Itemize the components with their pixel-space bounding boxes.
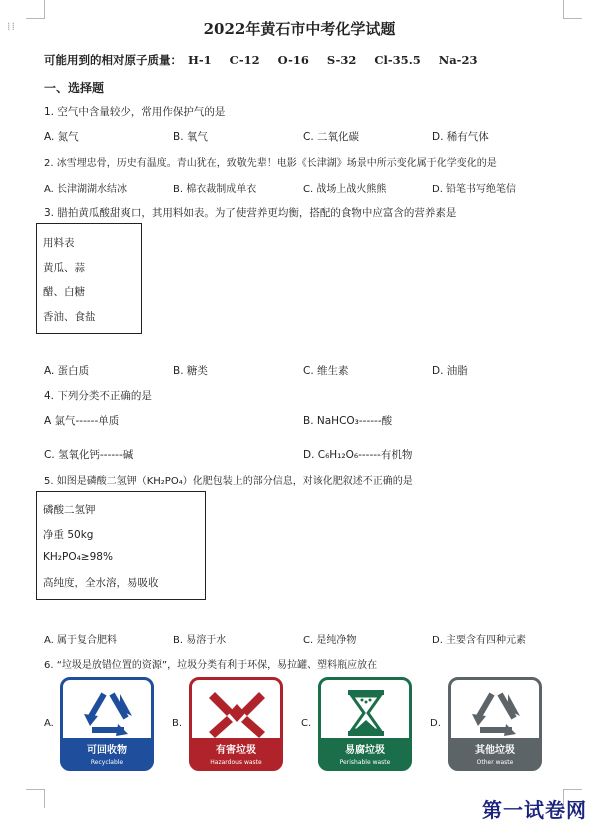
q4-option-a[interactable]: A 氯气------单质 bbox=[44, 415, 120, 427]
q6-option-b-bin[interactable] bbox=[189, 677, 283, 771]
q1-option-c[interactable]: C. 二氧化碳 bbox=[303, 131, 360, 143]
q2-option-c[interactable]: C. 战场上战火熊熊 bbox=[303, 184, 387, 195]
atomic-mass-c: C-12 bbox=[229, 53, 260, 67]
question-2-text: 2. 冰雪埋忠骨，历史有温度。青山犹在，致敬先辈！电影《长津湖》场景中所示变化属于化学变化的是 bbox=[44, 158, 497, 169]
q6-option-c-letter[interactable]: C. bbox=[301, 718, 312, 729]
q1-option-b[interactable]: B. 氧气 bbox=[173, 131, 208, 143]
atomic-mass-cl: Cl-35.5 bbox=[374, 53, 421, 67]
bin-d-english-label: Other waste bbox=[476, 759, 514, 766]
ingredients-row-3: 香油、食盐 bbox=[43, 311, 96, 323]
q4-option-d[interactable]: D. C₆H₁₂O₆------有机物 bbox=[303, 449, 413, 461]
bin-a-chinese-label: 可回收物 bbox=[87, 745, 127, 756]
recycle-icon bbox=[468, 688, 524, 738]
q5-option-a[interactable]: A. 属于复合肥料 bbox=[44, 635, 118, 646]
q2-option-a[interactable]: A. 长津湖湖水结冰 bbox=[44, 184, 128, 195]
question-3-text: 3. 腊拍黄瓜酸甜爽口，其用料如表。为了使营养更均衡，搭配的食物中应富含的营养素是 bbox=[44, 207, 457, 219]
corner-mark-bottom-left bbox=[26, 789, 45, 808]
q6-option-d-letter[interactable]: D. bbox=[430, 718, 441, 729]
q4-option-b[interactable]: B. NaHCO₃------酸 bbox=[303, 415, 393, 427]
q4-option-c[interactable]: C. 氢氧化钙------碱 bbox=[44, 449, 134, 461]
question-1-text: 1. 空气中含量较少，常用作保护气的是 bbox=[44, 106, 226, 118]
document-title: 2022年黄石市中考化学试题 bbox=[203, 20, 396, 38]
recycle-icon bbox=[80, 688, 136, 738]
q3-option-a[interactable]: A. 蛋白质 bbox=[44, 365, 90, 377]
atomic-mass-na: Na-23 bbox=[438, 53, 478, 67]
bin-c-english-label: Perishable waste bbox=[339, 759, 391, 766]
q2-option-d[interactable]: D. 铅笔书写绝笔信 bbox=[432, 184, 517, 195]
q5-option-d[interactable]: D. 主要含有四种元素 bbox=[432, 635, 527, 646]
hourglass-icon bbox=[338, 688, 394, 738]
site-watermark: 第一试卷网 bbox=[482, 798, 587, 822]
ingredients-row-2: 醋、白糖 bbox=[43, 286, 85, 298]
bin-c-chinese-label: 易腐垃圾 bbox=[345, 745, 385, 756]
question-4-text: 4. 下列分类不正确的是 bbox=[44, 390, 152, 402]
q6-option-d-bin[interactable] bbox=[448, 677, 542, 771]
question-6-text: 6. “垃圾是放错位置的资源”，垃圾分类有利于环保，易拉罐、塑料瓶应放在 bbox=[44, 660, 378, 671]
q6-option-a-bin[interactable] bbox=[60, 677, 154, 771]
q1-option-d[interactable]: D. 稀有气体 bbox=[432, 131, 489, 143]
fertilizer-features: 高纯度，全水溶，易吸收 bbox=[43, 577, 159, 589]
bin-d-chinese-label: 其他垃圾 bbox=[475, 745, 515, 756]
fertilizer-net-weight: 净重 50kg bbox=[43, 529, 94, 541]
atomic-mass-h: H-1 bbox=[188, 53, 212, 67]
atomic-masses-line bbox=[44, 52, 491, 68]
fertilizer-label-box bbox=[36, 491, 206, 600]
question-5-text: 5. 如图是磷酸二氢钾（KH₂PO₄）化肥包装上的部分信息，对该化肥叙述不正确的是 bbox=[44, 476, 413, 487]
atomic-mass-s: S-32 bbox=[326, 53, 357, 67]
fertilizer-purity: KH₂PO₄≥98% bbox=[43, 551, 113, 563]
fertilizer-name: 磷酸二氢钾 bbox=[43, 504, 96, 516]
q2-option-b[interactable]: B. 棉衣裁制成单衣 bbox=[173, 184, 257, 195]
atomic-mass-o: O-16 bbox=[277, 53, 309, 67]
q1-option-a[interactable]: A. 氮气 bbox=[44, 131, 79, 143]
drag-handle-icon[interactable]: ⁞⁞ bbox=[7, 20, 16, 33]
bin-b-english-label: Hazardous waste bbox=[210, 759, 262, 766]
q6-option-a-letter[interactable]: A. bbox=[44, 718, 54, 729]
ingredients-table-heading: 用料表 bbox=[43, 237, 75, 249]
ingredients-row-1: 黄瓜、蒜 bbox=[43, 262, 85, 274]
corner-mark-top-left bbox=[26, 0, 45, 19]
corner-mark-top-right bbox=[563, 0, 582, 19]
hazard-arrows-icon bbox=[209, 688, 265, 738]
q6-option-b-letter[interactable]: B. bbox=[172, 718, 183, 729]
q6-option-c-bin[interactable] bbox=[318, 677, 412, 771]
q5-option-b[interactable]: B. 易溶于水 bbox=[173, 635, 227, 646]
q3-option-d[interactable]: D. 油脂 bbox=[432, 365, 468, 377]
atomic-masses-label: 可能用到的相对原子质量： bbox=[44, 53, 182, 67]
bin-a-english-label: Recyclable bbox=[90, 759, 124, 766]
ingredients-table bbox=[36, 223, 142, 334]
q3-option-c[interactable]: C. 维生素 bbox=[303, 365, 349, 377]
q5-option-c[interactable]: C. 是纯净物 bbox=[303, 635, 357, 646]
bin-b-chinese-label: 有害垃圾 bbox=[216, 745, 256, 756]
q3-option-b[interactable]: B. 糖类 bbox=[173, 365, 208, 377]
section-heading: 一、选择题 bbox=[44, 81, 105, 95]
